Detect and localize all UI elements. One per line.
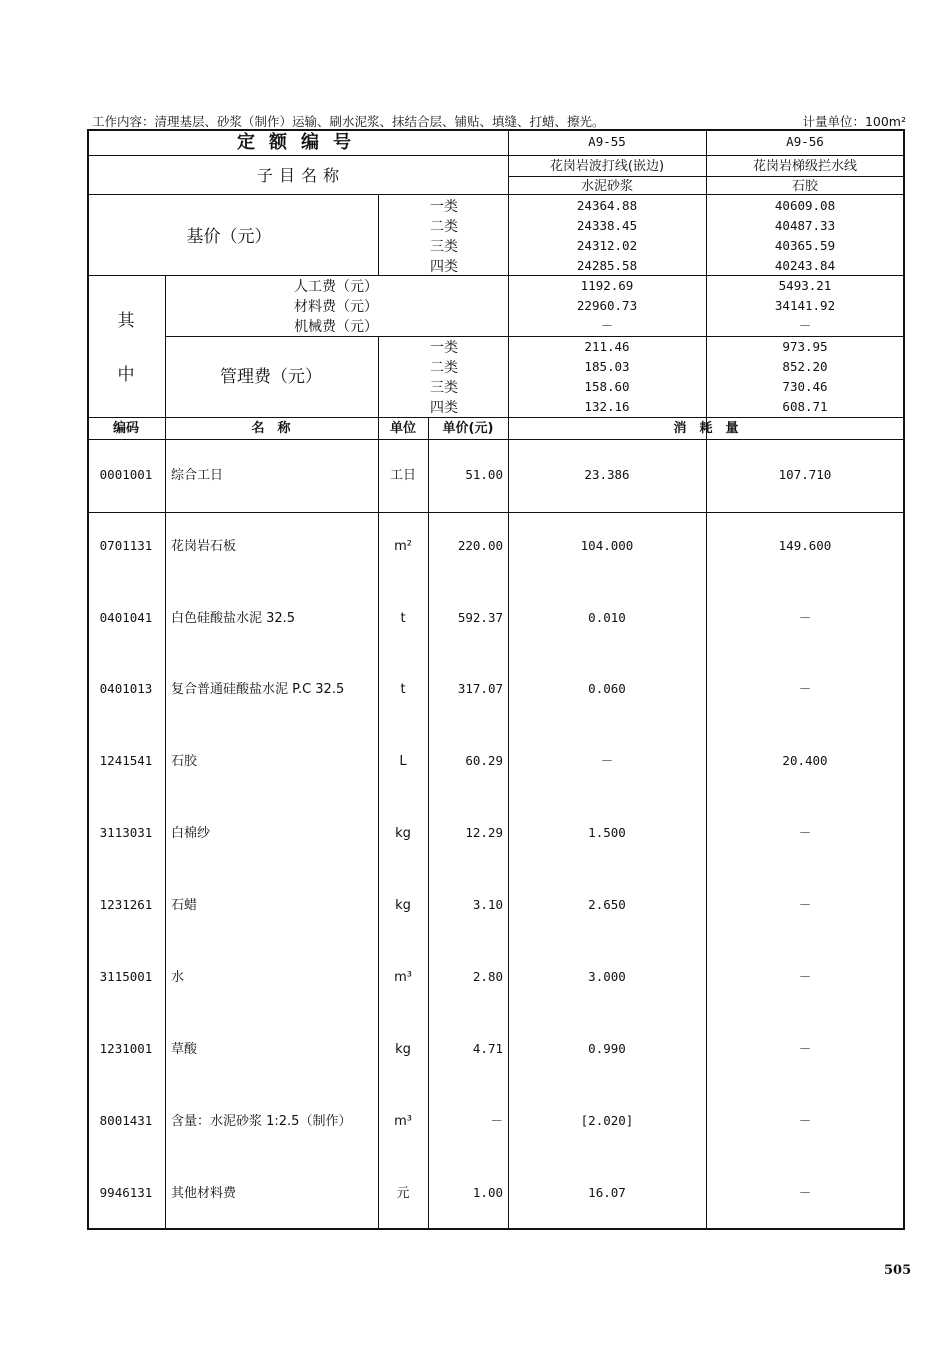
row-consume-b: － <box>798 1113 812 1128</box>
col-b-code: A9-56 <box>786 134 824 149</box>
machine-cost-label: 机械费（元） <box>294 319 378 335</box>
vline-code <box>165 417 166 1229</box>
line-after-base <box>87 275 905 276</box>
row-code: 0401041 <box>99 610 153 625</box>
th-consume: 消 耗 量 <box>673 421 739 436</box>
labor-cost-value: 5493.21 <box>778 278 832 293</box>
row-unit: t <box>400 611 406 626</box>
row-name: 水 <box>171 970 185 985</box>
row-price: 3.10 <box>472 897 503 912</box>
base-price-value: 40487.33 <box>774 218 836 233</box>
row-code: 1231261 <box>99 897 153 912</box>
line-after-costs <box>165 336 905 337</box>
th-code: 编码 <box>112 421 140 436</box>
vline-name <box>378 417 379 1229</box>
base-category-label: 三类 <box>430 239 458 255</box>
col-a-subtitle: 水泥砂浆 <box>580 179 634 194</box>
labor-cost-label: 人工费（元） <box>294 279 378 295</box>
line-after-name <box>87 194 905 195</box>
material-cost-value: 22960.73 <box>576 298 638 313</box>
measure-unit: 计量单位：100m² <box>802 114 906 129</box>
row-unit: m³ <box>394 970 412 985</box>
row-code: 1231001 <box>99 1041 153 1056</box>
mgmt-cost-value: 608.71 <box>782 399 828 414</box>
row-consume-b: 20.400 <box>782 753 828 768</box>
row-consume-a: 23.386 <box>584 467 630 482</box>
row-price: － <box>490 1113 503 1128</box>
machine-cost-value: － <box>600 318 614 333</box>
vline-unit <box>428 417 429 1229</box>
row-name: 花岗岩石板 <box>171 539 237 554</box>
vline-base-cat <box>378 194 379 275</box>
row-consume-a: 0.060 <box>588 681 626 696</box>
mgmt-category-label: 二类 <box>430 360 458 376</box>
base-category-label: 二类 <box>430 219 458 235</box>
row-name: 白色硅酸盐水泥 32.5 <box>171 611 296 626</box>
row-consume-b: 107.710 <box>778 467 832 482</box>
row-consume-a: 0.990 <box>588 1041 626 1056</box>
work-content-header <box>92 112 906 130</box>
vline-mgmt-cat <box>378 336 379 417</box>
base-price-value: 24285.58 <box>576 258 638 273</box>
row-consume-b: － <box>798 1185 812 1200</box>
th-unit: 单位 <box>389 421 417 436</box>
base-price-value: 40609.08 <box>774 198 836 213</box>
quota-table <box>87 129 905 1230</box>
row-unit: 工日 <box>389 468 417 483</box>
row-price: 1.00 <box>472 1185 503 1200</box>
vline-col-a <box>508 129 509 1230</box>
row-code: 3113031 <box>99 825 153 840</box>
row-consume-b: － <box>798 1041 812 1056</box>
col-b-title: 花岗岩梯级拦水线 <box>752 159 858 174</box>
base-price-value: 40365.59 <box>774 238 836 253</box>
row-consume-a: [2.020] <box>580 1113 634 1128</box>
mgmt-cost-value: 973.95 <box>782 339 828 354</box>
base-price-label: 基价（元） <box>186 227 272 247</box>
base-category-label: 四类 <box>430 259 458 275</box>
row-name: 其他材料费 <box>171 1186 237 1201</box>
frame-left <box>87 129 89 1230</box>
quota-no-label: 定额编号 <box>237 132 365 153</box>
line-after-code <box>87 155 905 156</box>
base-price-value: 24338.45 <box>576 218 638 233</box>
vline-qizhong <box>165 275 166 439</box>
row-unit: 元 <box>396 1186 410 1201</box>
labor-cost-value: 1192.69 <box>580 278 634 293</box>
row-name: 石蜡 <box>171 898 198 913</box>
row-code: 8001431 <box>99 1113 153 1128</box>
col-a-title: 花岗岩波打线(嵌边) <box>549 159 665 174</box>
material-cost-label: 材料费（元） <box>294 299 378 315</box>
row-name: 白棉纱 <box>171 826 211 841</box>
line-after-table-head <box>87 439 905 440</box>
mgmt-category-label: 三类 <box>430 380 458 396</box>
material-cost-value: 34141.92 <box>774 298 836 313</box>
mgmt-cost-value: 132.16 <box>584 399 630 414</box>
machine-cost-value: － <box>798 318 812 333</box>
qi-label: 其 <box>117 311 135 331</box>
row-consume-a: 0.010 <box>588 610 626 625</box>
row-unit: kg <box>395 826 411 841</box>
row-code: 0401013 <box>99 681 153 696</box>
page-number: 505 <box>884 1263 912 1278</box>
item-name-label: 子目名称 <box>256 166 346 185</box>
mgmt-cost-value: 211.46 <box>584 339 630 354</box>
col-b-subtitle: 石胶 <box>791 179 819 194</box>
row-name: 含量：水泥砂浆 1:2.5（制作） <box>171 1114 352 1129</box>
mgmt-category-label: 四类 <box>430 400 458 416</box>
th-name: 名 称 <box>251 421 291 436</box>
row-unit: kg <box>395 898 411 913</box>
row-name: 草酸 <box>171 1042 198 1057</box>
row-consume-b: － <box>798 897 812 912</box>
frame-top <box>87 129 905 131</box>
th-price: 单价(元) <box>442 421 494 436</box>
row-unit: m² <box>394 539 412 554</box>
row-consume-b: － <box>798 610 812 625</box>
mgmt-cost-value: 852.20 <box>782 359 828 374</box>
work-content: 工作内容：清理基层、砂浆（制作）运输、刷水泥浆、抹结合层、铺贴、填缝、打蜡、擦光。 <box>92 114 605 129</box>
row-consume-b: － <box>798 825 812 840</box>
row-unit: m³ <box>394 1114 412 1129</box>
line-after-mgmt <box>87 417 905 418</box>
row-price: 592.37 <box>457 610 503 625</box>
row-consume-b: － <box>798 681 812 696</box>
mgmt-cost-value: 185.03 <box>584 359 630 374</box>
row-price: 220.00 <box>457 538 503 553</box>
row-consume-a: 1.500 <box>588 825 626 840</box>
row-code: 0701131 <box>99 538 153 553</box>
row-consume-a: － <box>600 753 614 768</box>
mgmt-category-label: 一类 <box>430 340 458 356</box>
col-a-code: A9-55 <box>588 134 626 149</box>
row-code: 3115001 <box>99 969 153 984</box>
row-consume-a: 16.07 <box>588 1185 626 1200</box>
row-unit: L <box>399 754 407 769</box>
mgmt-cost-value: 158.60 <box>584 379 630 394</box>
base-price-value: 40243.84 <box>774 258 836 273</box>
row-unit: t <box>400 682 406 697</box>
row-price: 12.29 <box>465 825 503 840</box>
base-price-value: 24312.02 <box>576 238 638 253</box>
row-price: 51.00 <box>465 467 503 482</box>
row-price: 60.29 <box>465 753 503 768</box>
line-after-labor-row <box>87 512 905 513</box>
row-price: 4.71 <box>472 1041 503 1056</box>
row-code: 0001001 <box>99 467 153 482</box>
row-code: 1241541 <box>99 753 153 768</box>
row-consume-b: 149.600 <box>778 538 832 553</box>
row-code: 9946131 <box>99 1185 153 1200</box>
row-name: 综合工日 <box>171 468 224 483</box>
row-consume-b: － <box>798 969 812 984</box>
row-name: 复合普通硅酸盐水泥 P.C 32.5 <box>171 682 345 697</box>
mgmt-cost-value: 730.46 <box>782 379 828 394</box>
row-consume-a: 2.650 <box>588 897 626 912</box>
row-unit: kg <box>395 1042 411 1057</box>
row-price: 2.80 <box>472 969 503 984</box>
frame-bottom <box>87 1228 905 1230</box>
row-name: 石胶 <box>171 754 198 769</box>
vline-col-b <box>706 129 707 1230</box>
base-category-label: 一类 <box>430 199 458 215</box>
mgmt-cost-label: 管理费（元） <box>220 367 322 387</box>
frame-right <box>903 129 905 1230</box>
base-price-value: 24364.88 <box>576 198 638 213</box>
row-consume-a: 3.000 <box>588 969 626 984</box>
row-price: 317.07 <box>457 681 503 696</box>
zhong-label: 中 <box>117 365 135 385</box>
row-consume-a: 104.000 <box>580 538 634 553</box>
